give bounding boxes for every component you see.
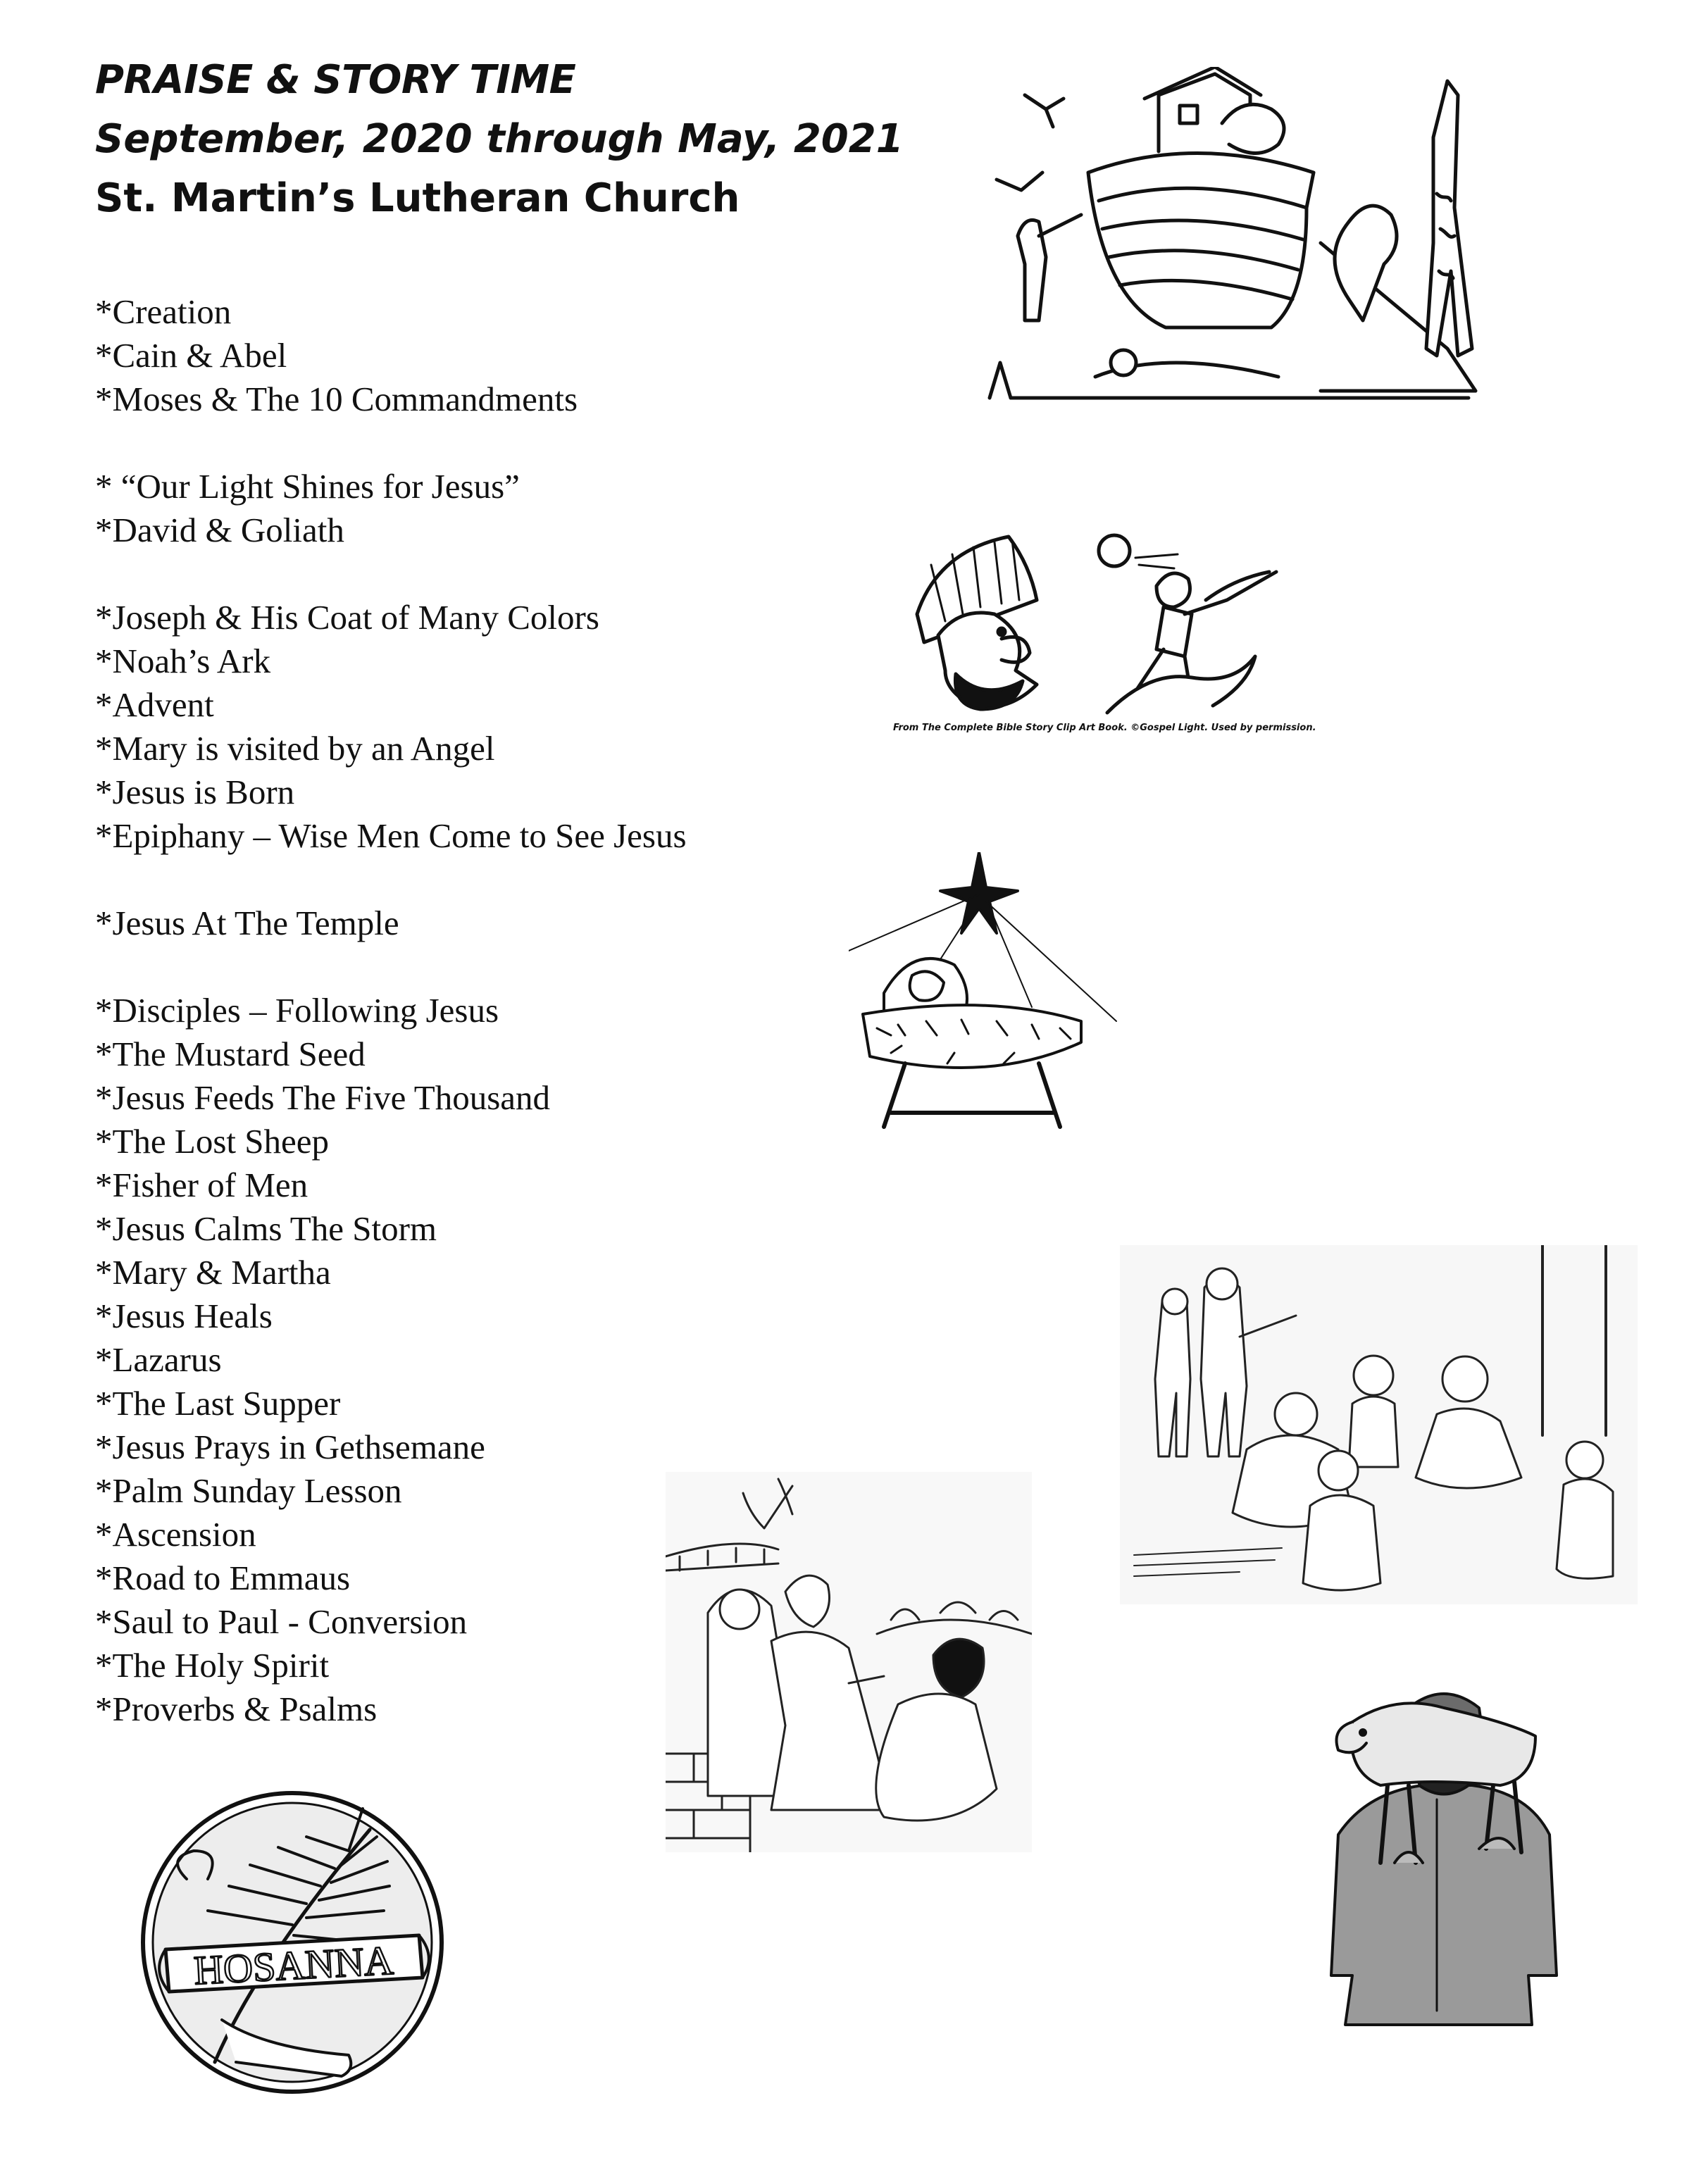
story-item: *The Holy Spirit bbox=[95, 1646, 330, 1685]
story-list bbox=[95, 290, 687, 1731]
story-item: *Epiphany – Wise Men Come to See Jesus bbox=[95, 816, 687, 855]
mary-martha-illustration bbox=[666, 1472, 1032, 1852]
manger-illustration bbox=[849, 852, 1120, 1130]
story-item: *Creation bbox=[95, 292, 232, 331]
header bbox=[95, 51, 904, 228]
group-spacer bbox=[95, 421, 687, 465]
story-item: *Advent bbox=[95, 685, 214, 724]
story-item: *Moses & The 10 Commandments bbox=[95, 380, 578, 418]
story-item: *Jesus is Born bbox=[95, 773, 295, 811]
story-item: *Jesus Heals bbox=[95, 1297, 273, 1335]
story-item: *The Mustard Seed bbox=[95, 1035, 366, 1073]
david-goliath-illustration bbox=[896, 523, 1297, 720]
group-spacer bbox=[95, 945, 687, 989]
story-item: *Road to Emmaus bbox=[95, 1559, 351, 1597]
story-item: *Proverbs & Psalms bbox=[95, 1690, 378, 1728]
date-range: September, 2020 through May, 2021 bbox=[95, 116, 904, 162]
story-item: *Fisher of Men bbox=[95, 1166, 308, 1204]
church-name: St. Martin’s Lutheran Church bbox=[95, 175, 740, 221]
hosanna-badge bbox=[137, 1787, 447, 2097]
story-item: *The Lost Sheep bbox=[95, 1122, 330, 1161]
story-item: *Lazarus bbox=[95, 1340, 222, 1379]
story-item: *Mary is visited by an Angel bbox=[95, 729, 495, 768]
story-item: *Jesus Calms The Storm bbox=[95, 1209, 437, 1248]
lost-sheep-illustration bbox=[1324, 1680, 1564, 2032]
story-item: *Disciples – Following Jesus bbox=[95, 991, 499, 1030]
story-item: *Cain & Abel bbox=[95, 336, 287, 375]
page-title: PRAISE & STORY TIME bbox=[95, 57, 576, 103]
story-item: *Joseph & His Coat of Many Colors bbox=[95, 598, 599, 637]
story-item: *The Last Supper bbox=[95, 1384, 341, 1423]
story-item: *Saul to Paul - Conversion bbox=[95, 1602, 468, 1641]
hosanna-badge-text: HOSANNA bbox=[192, 1937, 395, 1994]
noahs-ark-illustration bbox=[983, 67, 1500, 405]
story-item: *Jesus At The Temple bbox=[95, 904, 399, 942]
story-item: * “Our Light Shines for Jesus” bbox=[95, 467, 520, 506]
story-item: *Jesus Feeds The Five Thousand bbox=[95, 1078, 551, 1117]
story-item: *Ascension bbox=[95, 1515, 256, 1554]
story-item: *David & Goliath bbox=[95, 511, 344, 549]
clip-art-credit: From The Complete Bible Story Clip Art Book. ©Gospel Light. Used by permission. bbox=[893, 723, 1316, 733]
jesus-at-temple-illustration bbox=[1120, 1245, 1638, 1604]
story-item: *Noah’s Ark bbox=[95, 642, 271, 680]
story-item: *Mary & Martha bbox=[95, 1253, 331, 1292]
group-spacer bbox=[95, 552, 687, 596]
story-item: *Palm Sunday Lesson bbox=[95, 1471, 402, 1510]
group-spacer bbox=[95, 858, 687, 901]
story-item: *Jesus Prays in Gethsemane bbox=[95, 1428, 485, 1466]
